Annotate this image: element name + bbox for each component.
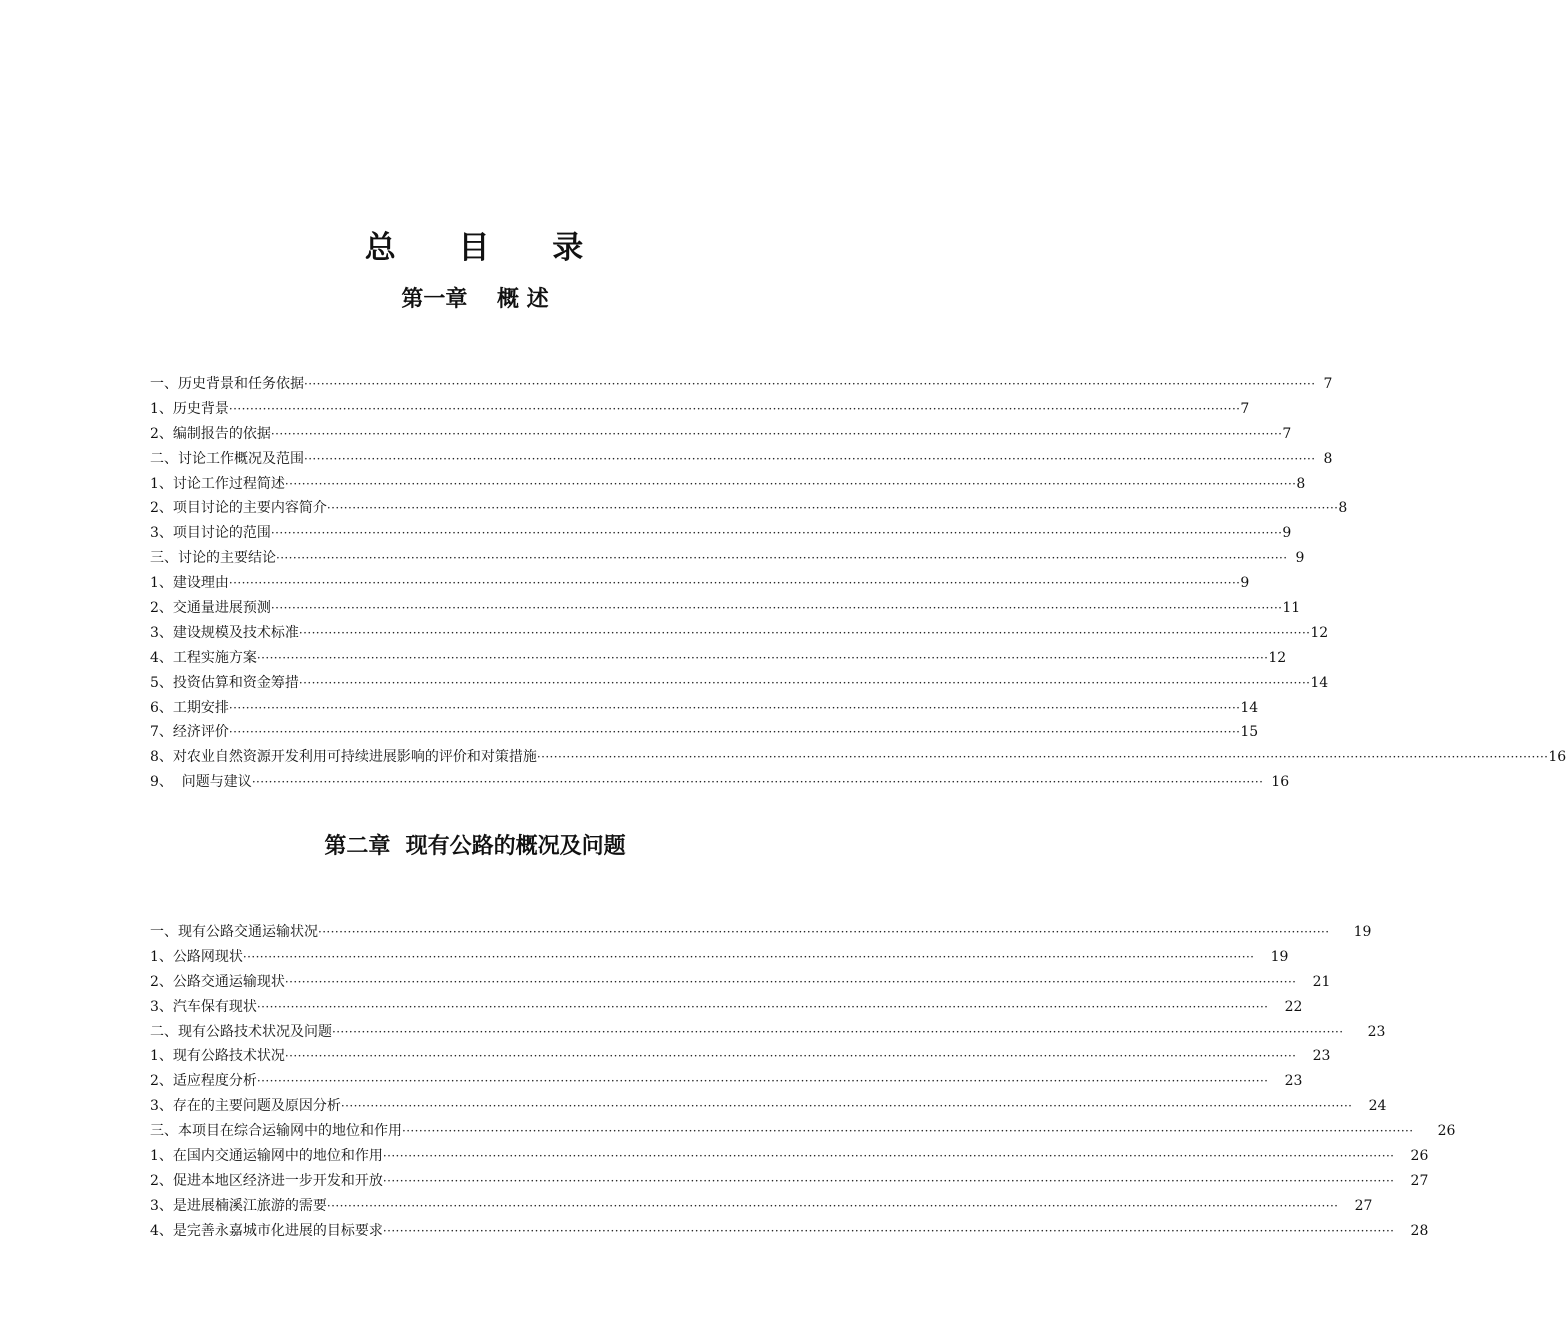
toc-entry[interactable] bbox=[150, 720, 1259, 745]
toc-entry-label: 3、建设规模及技术标准 bbox=[150, 624, 299, 641]
toc-entry-page-number: 7 bbox=[1240, 400, 1250, 417]
toc-entry-label: 2、交通量进展预测 bbox=[150, 600, 271, 617]
toc-dot-leader: ················································································································································································································································ bbox=[382, 1223, 1395, 1238]
toc-entry[interactable] bbox=[150, 1020, 1386, 1045]
toc-dot-leader: ················································································································································································································································ bbox=[270, 426, 1283, 441]
toc-entry-page-number: 24 bbox=[1368, 1098, 1387, 1115]
toc-entry[interactable] bbox=[150, 571, 1250, 596]
toc-entry[interactable] bbox=[150, 1194, 1373, 1219]
toc-dot-leader: ················································································································································································································································ bbox=[228, 700, 1241, 715]
page-title: 总 目 录 bbox=[364, 230, 586, 266]
toc-entry-label: 2、促进本地区经济进一步开发和开放 bbox=[150, 1172, 383, 1189]
toc-entry-page-number: 8 bbox=[1296, 475, 1306, 492]
toc-entry-page-number: 8 bbox=[1323, 450, 1333, 467]
toc-entry-page-number: 16 bbox=[1271, 774, 1290, 791]
toc-entry[interactable] bbox=[150, 546, 1305, 571]
toc-entry-page-number: 7 bbox=[1323, 376, 1333, 392]
toc-dot-leader: ················································································································································································································································ bbox=[284, 1049, 1297, 1064]
toc-entry[interactable] bbox=[150, 596, 1301, 621]
toc-entry[interactable] bbox=[150, 521, 1292, 546]
chapter-2-toc bbox=[150, 920, 1456, 1244]
toc-entry-label: 3、项目讨论的范围 bbox=[150, 525, 271, 542]
toc-entry[interactable] bbox=[150, 920, 1372, 945]
toc-dot-leader: ················································································································································································································································ bbox=[382, 1149, 1395, 1164]
toc-entry[interactable] bbox=[150, 1119, 1456, 1144]
toc-entry-label: 4、工程实施方案 bbox=[150, 649, 257, 666]
toc-entry[interactable] bbox=[150, 1144, 1429, 1169]
toc-entry-label: 4、是完善永嘉城市化进展的目标要求 bbox=[150, 1222, 383, 1239]
toc-entry-page-number: 12 bbox=[1310, 624, 1329, 641]
toc-entry-page-number: 27 bbox=[1410, 1172, 1429, 1189]
toc-dot-leader: ················································································································································································································································ bbox=[270, 601, 1283, 616]
toc-entry-label: 二、现有公路技术状况及问题 bbox=[150, 1023, 332, 1040]
toc-entry[interactable] bbox=[150, 770, 1290, 795]
toc-entry-page-number: 9 bbox=[1295, 550, 1305, 567]
toc-entry[interactable] bbox=[150, 1169, 1429, 1194]
chapter-1-title: 第一章 概 述 bbox=[401, 287, 549, 312]
toc-entry-page-number: 21 bbox=[1312, 973, 1331, 990]
toc-entry[interactable] bbox=[150, 422, 1292, 447]
toc-entry-label: 3、汽车保有现状 bbox=[150, 998, 257, 1015]
toc-dot-leader: ················································································································································································································································ bbox=[256, 650, 1269, 665]
toc-entry-label: 8、对农业自然资源开发利用可持续进展影响的评价和对策措施 bbox=[150, 749, 537, 766]
toc-dot-leader: ················································································································································································································································ bbox=[228, 725, 1241, 740]
toc-entry-page-number: 15 bbox=[1240, 724, 1259, 741]
toc-entry-label: 1、公路网现状 bbox=[150, 948, 243, 965]
toc-entry[interactable] bbox=[150, 671, 1329, 696]
toc-entry-page-number: 26 bbox=[1437, 1123, 1456, 1140]
toc-entry-page-number: 27 bbox=[1354, 1197, 1373, 1214]
toc-entry-label: 2、公路交通运输现状 bbox=[150, 973, 285, 990]
toc-entry-label: 5、投资估算和资金筹措 bbox=[150, 674, 299, 691]
toc-dot-leader: ················································································································································································································································ bbox=[332, 1024, 1344, 1039]
toc-entry-label: 三、讨论的主要结论 bbox=[150, 550, 276, 567]
toc-entry-label: 1、历史背景 bbox=[150, 400, 229, 417]
toc-entry-label: 2、项目讨论的主要内容简介 bbox=[150, 500, 327, 517]
toc-entry-label: 6、工期安排 bbox=[150, 699, 229, 716]
toc-entry[interactable] bbox=[150, 621, 1329, 646]
toc-dot-leader: ················································································································································································································································ bbox=[298, 675, 1311, 690]
toc-dot-leader: ················································································································································································································································ bbox=[228, 576, 1241, 591]
toc-entry-page-number: 7 bbox=[1282, 425, 1292, 442]
toc-entry-page-number: 12 bbox=[1268, 649, 1287, 666]
toc-entry-label: 一、历史背景和任务依据 bbox=[150, 376, 304, 392]
toc-entry-label: 3、是进展楠溪江旅游的需要 bbox=[150, 1197, 327, 1214]
toc-entry[interactable] bbox=[150, 1044, 1331, 1069]
toc-entry-label: 1、建设理由 bbox=[150, 575, 229, 592]
toc-entry-label: 1、现有公路技术状况 bbox=[150, 1048, 285, 1065]
toc-entry-page-number: 23 bbox=[1367, 1023, 1386, 1040]
toc-entry-label: 9、 问题与建议 bbox=[150, 774, 252, 791]
toc-entry-page-number: 8 bbox=[1338, 500, 1348, 517]
toc-dot-leader: ················································································································································································································································ bbox=[326, 501, 1339, 516]
toc-entry[interactable] bbox=[150, 447, 1333, 472]
toc-entry-page-number: 23 bbox=[1312, 1048, 1331, 1065]
toc-dot-leader: ················································································································································································································································ bbox=[284, 476, 1297, 491]
toc-entry-page-number: 16 bbox=[1548, 749, 1566, 766]
toc-dot-leader: ················································································································································································································································ bbox=[304, 377, 1316, 391]
toc-entry[interactable] bbox=[150, 496, 1348, 521]
toc-entry-label: 3、存在的主要问题及原因分析 bbox=[150, 1098, 341, 1115]
chapter-1-toc bbox=[150, 372, 1566, 795]
toc-dot-leader: ················································································································································································································································ bbox=[536, 750, 1549, 765]
toc-dot-leader: ················································································································································································································································ bbox=[402, 1124, 1414, 1139]
toc-entry-page-number: 14 bbox=[1240, 699, 1259, 716]
toc-dot-leader: ················································································································································································································································ bbox=[298, 625, 1311, 640]
toc-entry-label: 1、在国内交通运输网中的地位和作用 bbox=[150, 1148, 383, 1165]
toc-entry-label: 二、讨论工作概况及范围 bbox=[150, 450, 304, 467]
toc-dot-leader: ················································································································································································································································ bbox=[256, 999, 1269, 1014]
toc-entry-page-number: 22 bbox=[1284, 998, 1303, 1015]
toc-entry[interactable] bbox=[150, 995, 1303, 1020]
toc-entry-page-number: 28 bbox=[1410, 1222, 1429, 1239]
toc-entry[interactable] bbox=[150, 970, 1331, 995]
toc-entry[interactable] bbox=[150, 1219, 1429, 1244]
toc-dot-leader: ················································································································································································································································ bbox=[382, 1173, 1395, 1188]
toc-entry-page-number: 9 bbox=[1240, 575, 1250, 592]
toc-entry[interactable] bbox=[150, 696, 1259, 721]
toc-dot-leader: ················································································································································································································································ bbox=[284, 974, 1297, 989]
toc-dot-leader: ················································································································································································································································ bbox=[318, 925, 1330, 939]
toc-entry[interactable] bbox=[150, 745, 1566, 770]
toc-dot-leader: ················································································································································································································································ bbox=[304, 451, 1316, 466]
toc-entry-label: 7、经济评价 bbox=[150, 724, 229, 741]
toc-entry[interactable] bbox=[150, 1094, 1387, 1119]
toc-entry-page-number: 26 bbox=[1410, 1148, 1429, 1165]
toc-entry[interactable] bbox=[150, 646, 1287, 671]
toc-entry-label: 2、适应程度分析 bbox=[150, 1073, 257, 1090]
toc-dot-leader: ················································································································································································································································ bbox=[251, 775, 1264, 790]
toc-entry-page-number: 14 bbox=[1310, 674, 1329, 691]
toc-dot-leader: ················································································································································································································································ bbox=[326, 1198, 1339, 1213]
toc-entry-page-number: 19 bbox=[1270, 948, 1289, 965]
toc-entry-label: 三、本项目在综合运输网中的地位和作用 bbox=[150, 1123, 402, 1140]
toc-entry-page-number: 19 bbox=[1353, 924, 1372, 940]
toc-entry-page-number: 9 bbox=[1282, 525, 1292, 542]
toc-entry[interactable] bbox=[150, 1069, 1303, 1094]
toc-entry[interactable] bbox=[150, 472, 1306, 497]
chapter-2-title: 第二章 现有公路的概况及问题 bbox=[324, 834, 626, 859]
toc-dot-leader: ················································································································································································································································ bbox=[242, 949, 1255, 964]
toc-entry-page-number: 11 bbox=[1282, 600, 1301, 617]
toc-entry-label: 1、讨论工作过程简述 bbox=[150, 475, 285, 492]
toc-entry-label: 一、现有公路交通运输状况 bbox=[150, 924, 318, 940]
toc-dot-leader: ················································································································································································································································ bbox=[228, 401, 1241, 416]
toc-entry[interactable] bbox=[150, 372, 1333, 397]
toc-entry[interactable] bbox=[150, 397, 1250, 422]
toc-dot-leader: ················································································································································································································································ bbox=[270, 526, 1283, 541]
toc-dot-leader: ················································································································································································································································ bbox=[276, 551, 1288, 566]
toc-dot-leader: ················································································································································································································································ bbox=[256, 1074, 1269, 1089]
toc-entry[interactable] bbox=[150, 945, 1289, 970]
toc-dot-leader: ················································································································································································································································ bbox=[340, 1099, 1353, 1114]
toc-entry-label: 2、编制报告的依据 bbox=[150, 425, 271, 442]
toc-entry-page-number: 23 bbox=[1284, 1073, 1303, 1090]
